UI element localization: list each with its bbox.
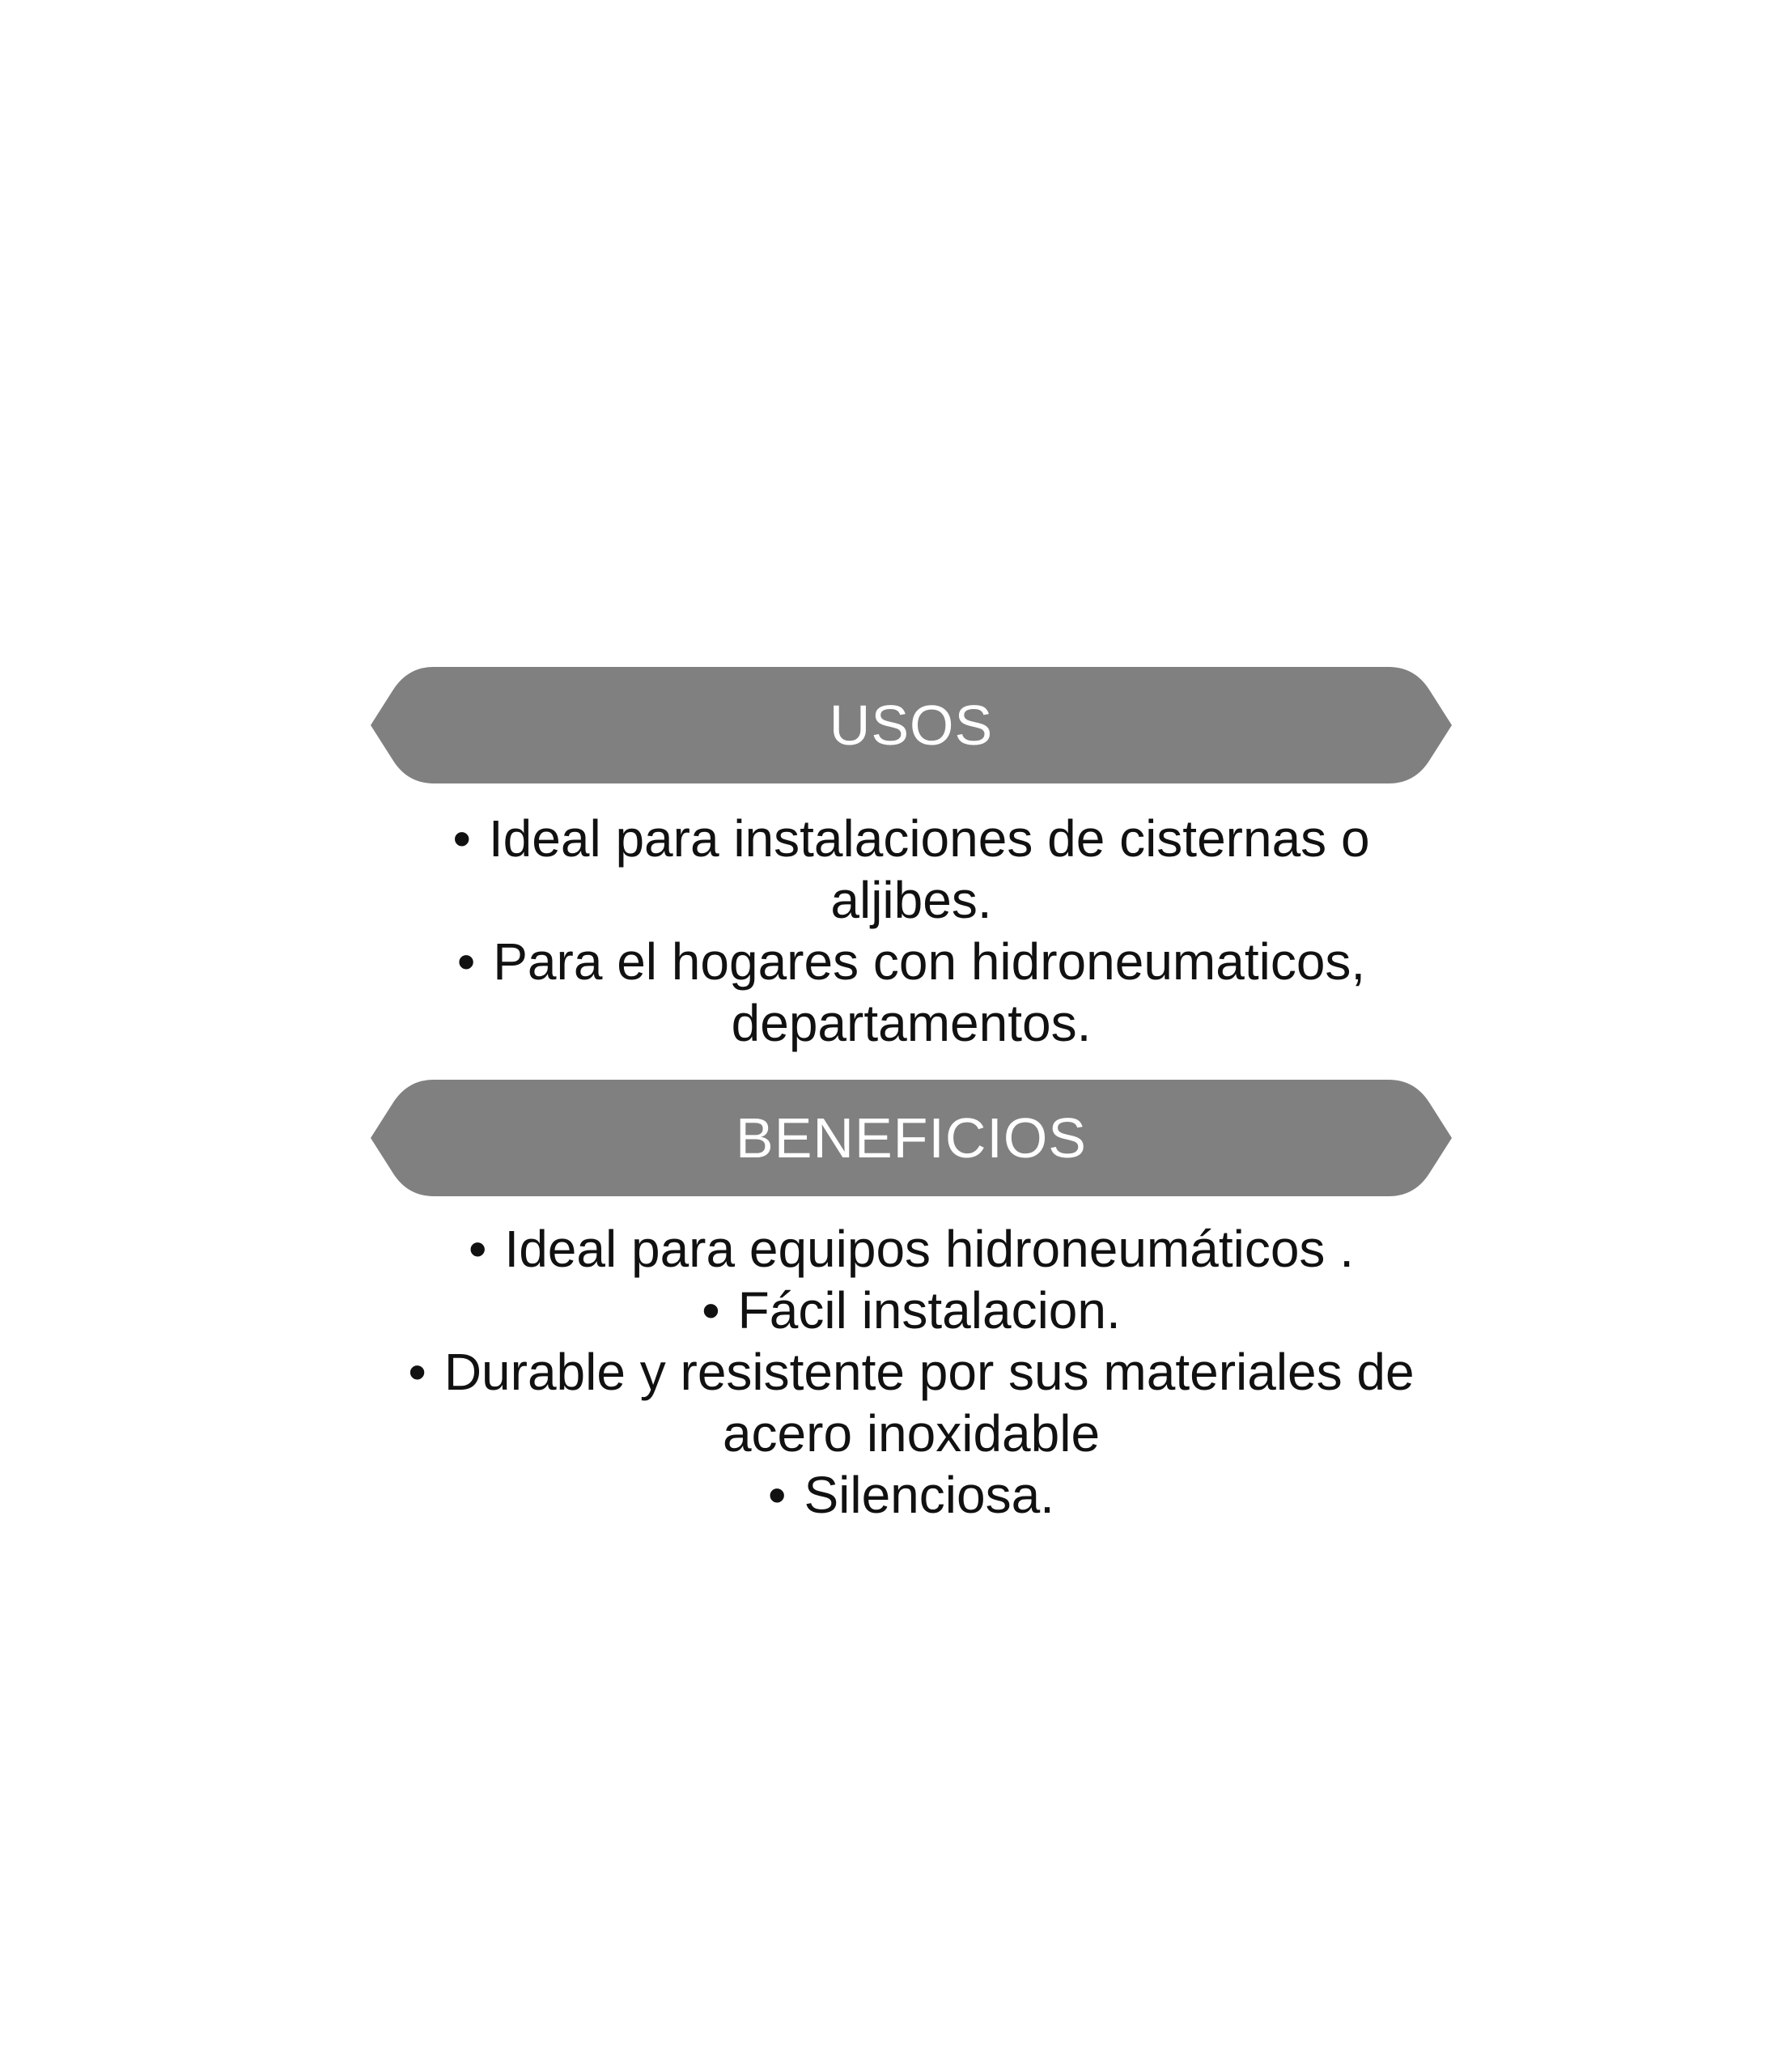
usos-item-2-text: Para el hogares con hidroneumaticos, departamentos. bbox=[493, 932, 1366, 1052]
beneficios-list bbox=[371, 1218, 1452, 1526]
bullet-icon: • bbox=[452, 809, 471, 868]
bullet-icon: • bbox=[768, 1466, 787, 1524]
beneficios-header-pill bbox=[371, 1080, 1452, 1196]
bullet-icon: • bbox=[408, 1343, 426, 1401]
beneficios-item-1-text: Ideal para equipos hidroneumáticos . bbox=[504, 1220, 1354, 1278]
beneficios-item-4-text: Silenciosa. bbox=[804, 1466, 1054, 1524]
beneficios-title: BENEFICIOS bbox=[736, 1106, 1087, 1170]
beneficios-item-3 bbox=[371, 1341, 1452, 1464]
usos-item-1-text: Ideal para instalaciones de cisternas o aljibes. bbox=[488, 809, 1370, 929]
usos-item-1 bbox=[371, 808, 1452, 931]
bullet-icon: • bbox=[456, 932, 476, 991]
usos-header-pill bbox=[371, 667, 1452, 783]
beneficios-item-4 bbox=[371, 1464, 1452, 1526]
beneficios-item-2 bbox=[371, 1280, 1452, 1341]
usos-item-2 bbox=[371, 931, 1452, 1054]
usos-title: USOS bbox=[829, 694, 994, 757]
beneficios-item-3-text: Durable y resistente por sus materiales de acero inoxidable bbox=[443, 1343, 1415, 1463]
bullet-icon: • bbox=[702, 1281, 720, 1340]
beneficios-item-2-text: Fácil instalacion. bbox=[737, 1281, 1121, 1340]
beneficios-item-1 bbox=[371, 1218, 1452, 1280]
bullet-icon: • bbox=[469, 1220, 487, 1278]
usos-list bbox=[371, 808, 1452, 1054]
